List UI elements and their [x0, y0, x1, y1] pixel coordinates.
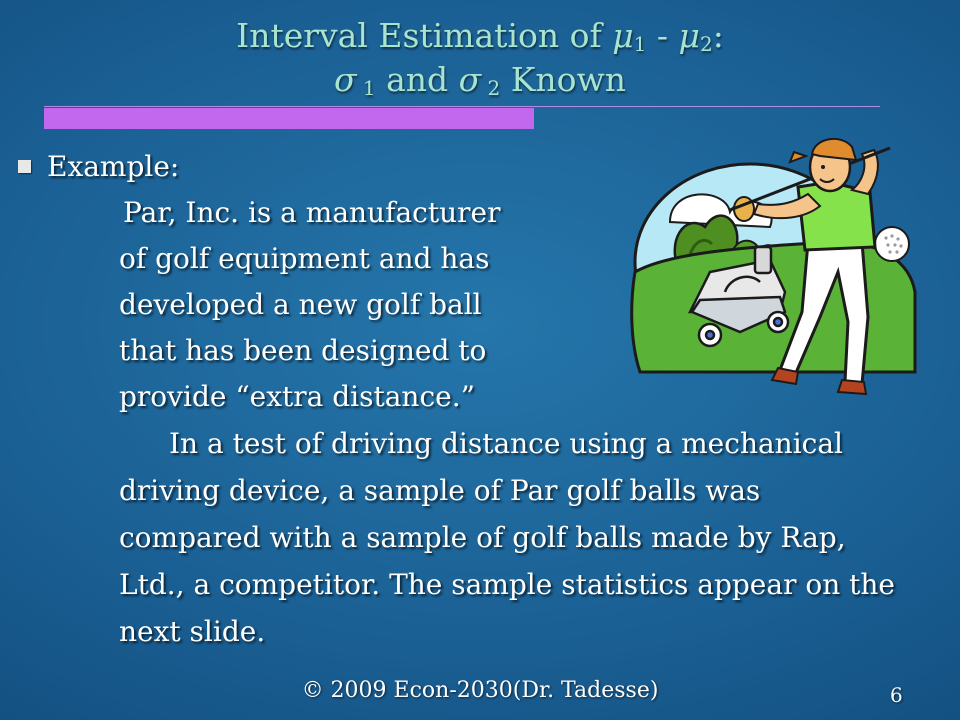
paragraph-line: driving device, a sample of Par golf balls was	[119, 474, 761, 507]
title-line-2	[0, 58, 960, 102]
subscript-2: 2	[699, 32, 713, 56]
title-and: and	[375, 60, 459, 99]
subscript-1: 1	[633, 32, 647, 56]
subscript-2: 2	[481, 76, 501, 100]
paragraph-line: that has been designed to	[119, 334, 487, 367]
title-line-1	[0, 14, 960, 58]
golfer-clipart-icon	[630, 132, 920, 404]
subscript-1: 1	[356, 76, 376, 100]
page-number: 6	[890, 683, 903, 707]
square-bullet-icon	[18, 160, 31, 173]
paragraph-line: provide “extra distance.”	[119, 380, 475, 413]
footer-copyright: © 2009 Econ-2030(Dr. Tadesse)	[301, 678, 659, 703]
accent-bar	[44, 108, 534, 129]
paragraph-line: Par, Inc. is a manufacturer	[123, 196, 501, 229]
title-colon: :	[712, 16, 724, 55]
paragraph-test	[119, 420, 895, 655]
paragraph-line: developed a new golf ball	[119, 288, 482, 321]
example-label: Example:	[47, 150, 180, 183]
bullet-example	[18, 150, 179, 183]
sigma-symbol: σ	[458, 60, 482, 99]
paragraph-line: In a test of driving distance using a mechanical	[169, 427, 843, 460]
paragraph-line: Ltd., a competitor. The sample statistics appear on the	[119, 568, 896, 601]
slide-title	[0, 14, 960, 102]
paragraph-intro	[119, 190, 500, 420]
mu-symbol: μ	[678, 16, 700, 55]
minus-sign: -	[646, 16, 679, 55]
title-prefix: Interval Estimation of	[236, 16, 613, 55]
paragraph-line: compared with a sample of golf balls made by Rap,	[119, 521, 846, 554]
title-known: Known	[500, 60, 627, 99]
paragraph-line: next slide.	[119, 615, 266, 648]
paragraph-line: of golf equipment and has	[119, 242, 490, 275]
title-divider-line	[44, 106, 880, 107]
mu-symbol: μ	[612, 16, 634, 55]
sigma-symbol: σ	[333, 60, 357, 99]
